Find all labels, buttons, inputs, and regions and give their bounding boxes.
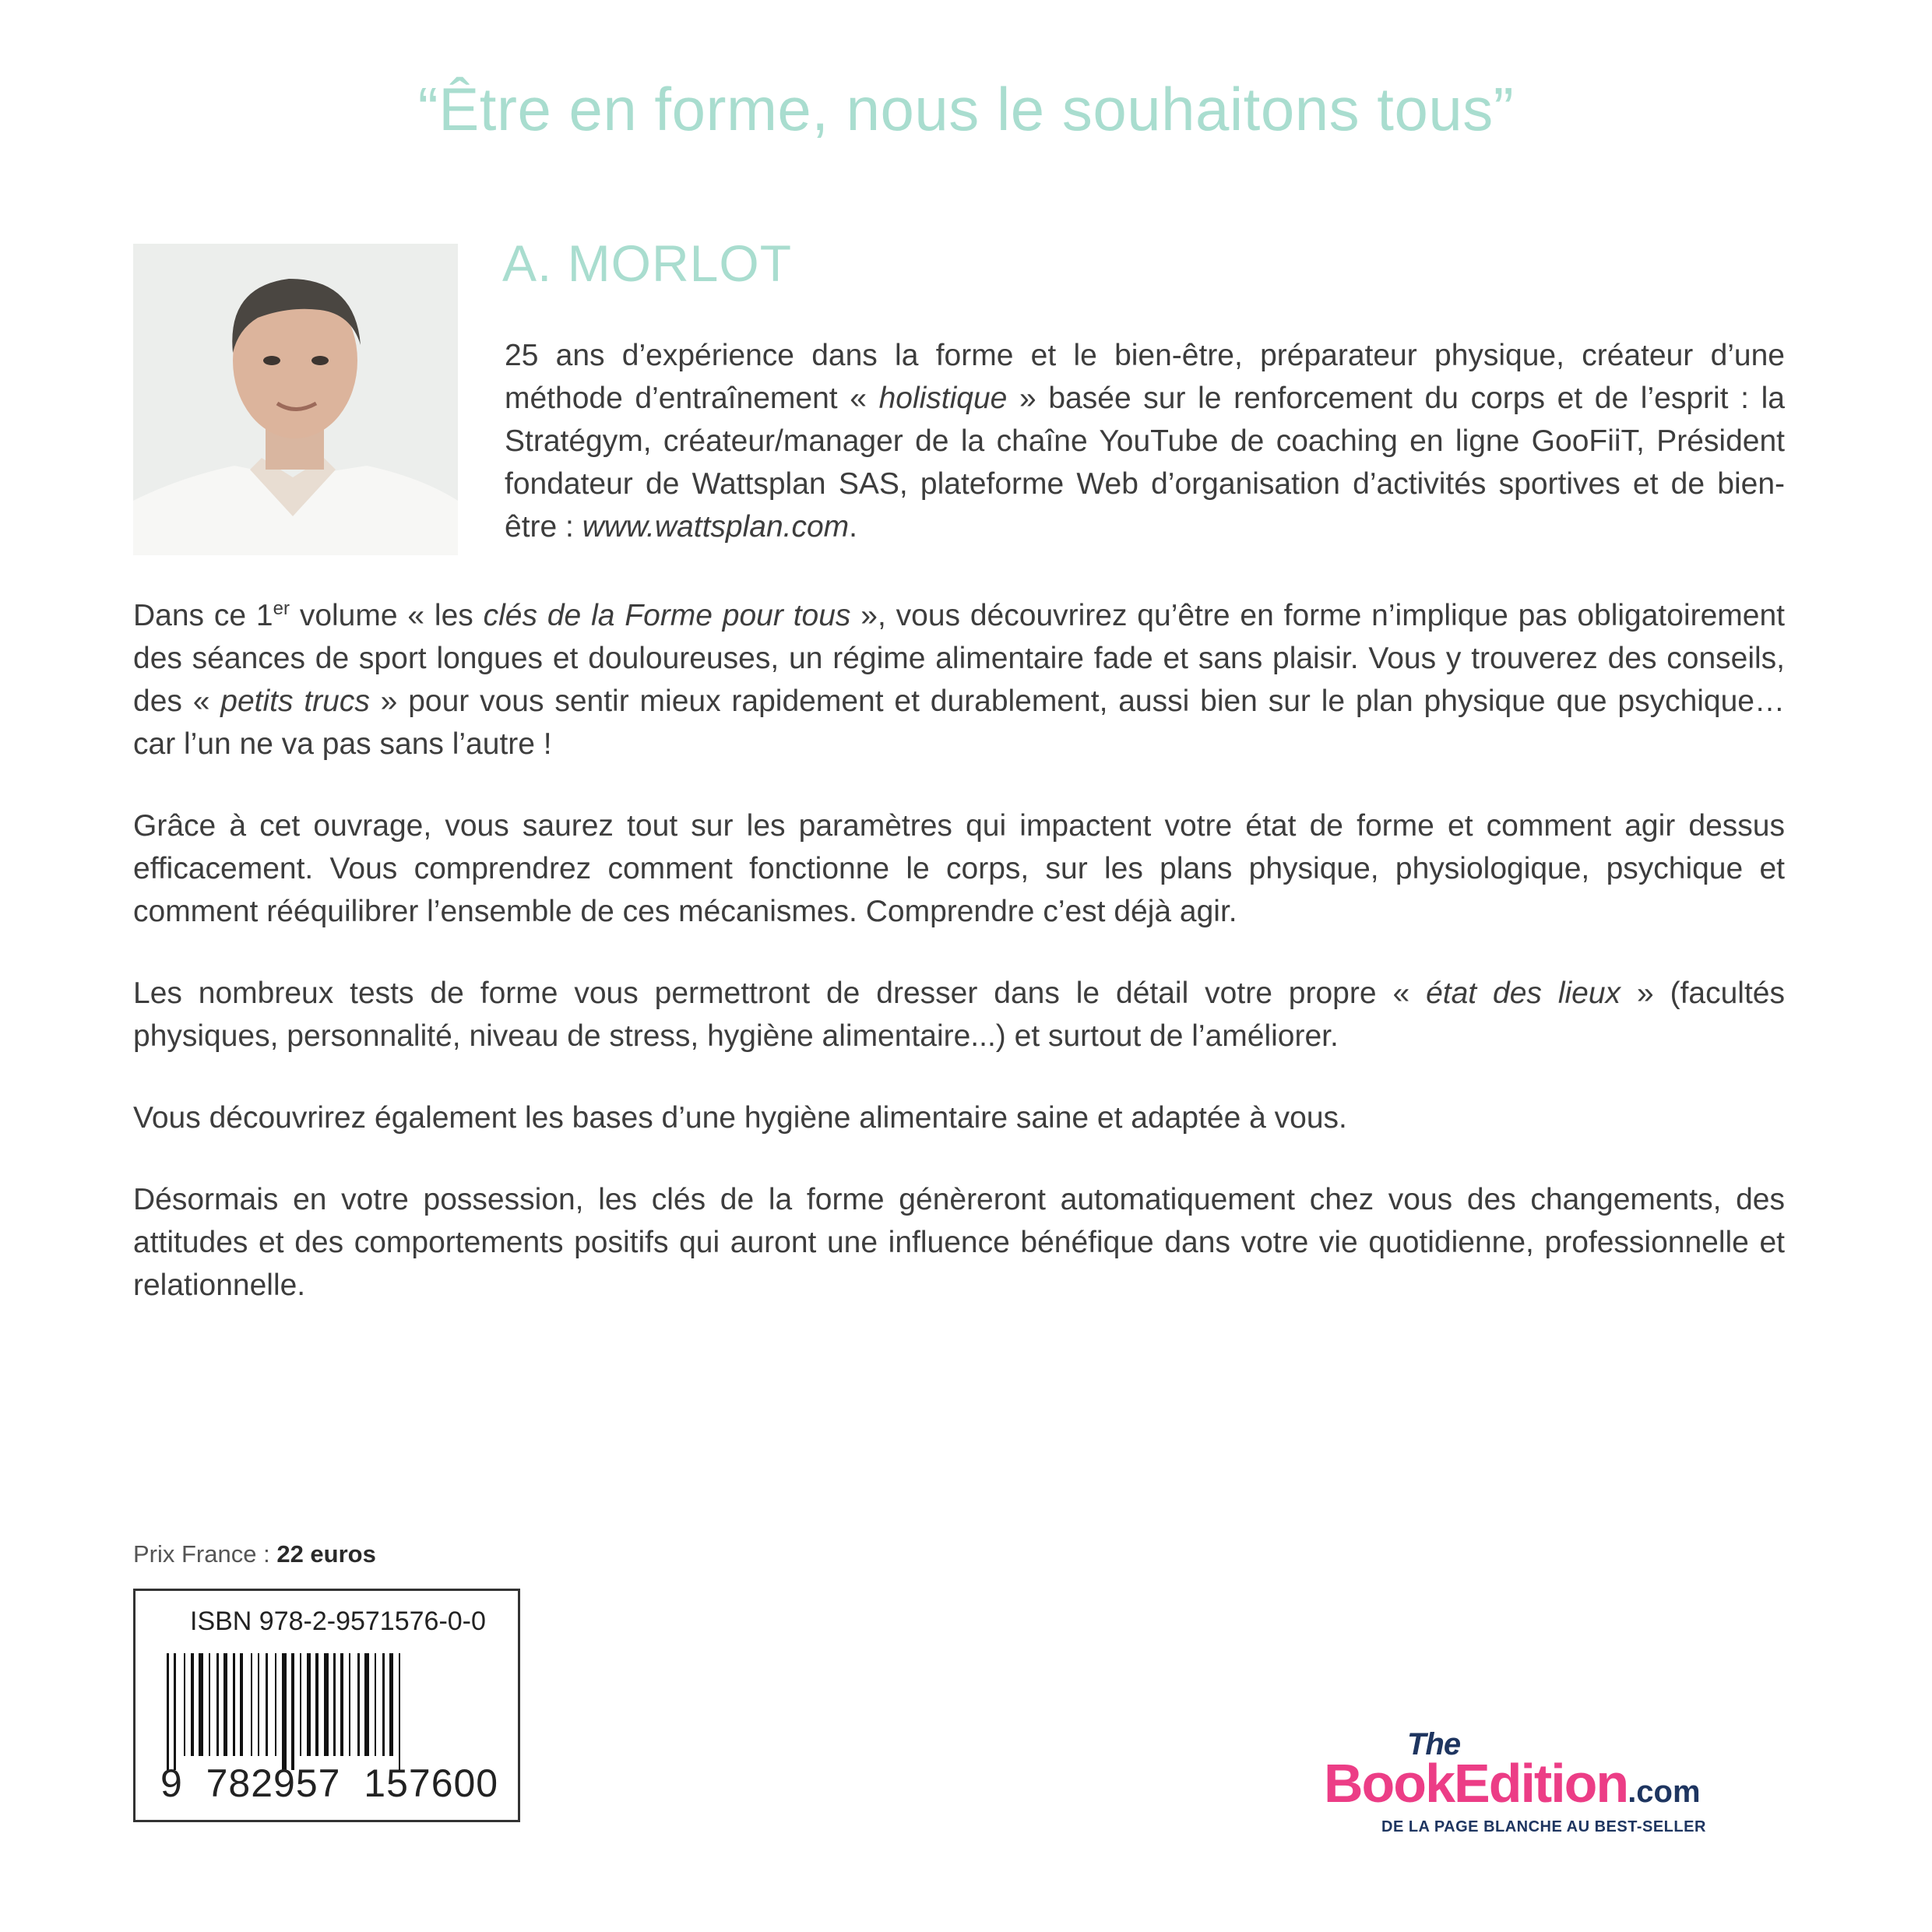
description-paragraph <box>133 972 1785 1057</box>
author-bio <box>505 334 1785 548</box>
barcode-bar <box>223 1653 227 1756</box>
description-paragraph <box>133 1096 1785 1139</box>
barcode-bar <box>233 1653 235 1756</box>
barcode-bar <box>167 1653 169 1770</box>
superscript-text: er <box>273 598 290 619</box>
text-run: Vous découvrirez également les bases d’une hygiène alimentaire saine et adaptée à vous. <box>133 1101 1347 1135</box>
isbn-barcode-box <box>133 1589 520 1822</box>
text-run: », vous découvrirez qu’être en forme n’implique pas obligatoirement des séances de sport longues et douloureuses, un régime alimentaire fade et sans plaisir. Vous y trouverez des conseils, des « <box>133 599 1785 718</box>
barcode-bar <box>300 1653 301 1756</box>
barcode-bar <box>282 1653 287 1770</box>
publisher-logo-domain: .com <box>1628 1775 1701 1809</box>
description-paragraph <box>133 1178 1785 1307</box>
barcode-bar <box>382 1653 385 1756</box>
text-run: » pour vous sentir mieux rapidement et durablement, aussi bien sur le plan physique que psychique… car l’un ne va pas sans l’autre ! <box>133 684 1785 761</box>
barcode-icon <box>167 1653 487 1770</box>
text-run: » basée sur le renforcement du corps et de l’esprit : la Stratégym, créateur/manager de la chaîne YouTube de coaching en ligne GooFiiT, Président fondateur de Wattsplan SAS, plateforme Web d’organisation d’activités sportives et de bien-être : <box>505 382 1785 544</box>
price <box>133 1540 376 1568</box>
barcode-bar <box>340 1653 343 1756</box>
barcode-bar <box>199 1653 203 1756</box>
text-run: 25 ans d’expérience dans la forme et le bien-être, préparateur physique, créateur d’une méthode d’entraînement « <box>505 339 1785 415</box>
barcode-bar <box>399 1653 400 1770</box>
description-paragraph <box>133 804 1785 933</box>
text-run: Dans ce 1 <box>133 599 273 632</box>
text-run: » (facultés physiques, personnalité, niveau de stress, hygiène alimentaire...) et surtout de l’améliorer. <box>133 977 1785 1053</box>
barcode-bar <box>191 1653 194 1756</box>
cover-tagline: “Être en forme, nous le souhaitons tous” <box>417 75 1515 143</box>
barcode-bar <box>333 1653 336 1756</box>
barcode-bar <box>364 1653 369 1756</box>
barcode-bar <box>240 1653 243 1756</box>
publisher-logo-wordmark <box>1324 1752 1701 1814</box>
text-run: . <box>849 510 858 544</box>
price-value: 22 euros <box>276 1540 376 1568</box>
ean-right-digits: 157600 <box>364 1761 499 1805</box>
barcode-bar <box>184 1653 185 1756</box>
author-portrait-image <box>133 244 458 555</box>
barcode-bar <box>251 1653 252 1756</box>
italic-text: clés de la Forme pour tous <box>483 599 851 632</box>
isbn-label: ISBN 978-2-9571576-0-0 <box>190 1606 486 1636</box>
ean-first-digit: 9 <box>160 1761 183 1805</box>
barcode-bar <box>307 1653 311 1756</box>
italic-text: état des lieux <box>1426 977 1621 1010</box>
barcode-bar <box>275 1653 276 1756</box>
publisher-logo <box>1324 1727 1791 1836</box>
barcode-bar <box>266 1653 268 1756</box>
author-photo <box>133 244 458 555</box>
barcode-bar <box>375 1653 376 1756</box>
publisher-logo-the: The <box>1407 1727 1461 1761</box>
barcode-bar <box>389 1653 393 1756</box>
barcode-bar <box>216 1653 219 1756</box>
text-run: Les nombreux tests de forme vous permettront de dresser dans le détail votre propre « <box>133 977 1427 1010</box>
ean-left-digits: 782957 <box>206 1761 341 1805</box>
text-run: Grâce à cet ouvrage, vous saurez tout sur les paramètres qui impactent votre état de forme et comment agir dessus efficacement. Vous comprendrez comment fonctionne le corps, sur les plans physique, physiologique, psychique et comment rééquilibrer l’ensemble de ces mécanismes. Comprendre c’est déjà agir. <box>133 809 1785 928</box>
ean-digits <box>160 1761 498 1806</box>
italic-text: www.wattsplan.com <box>582 510 850 544</box>
italic-text: petits trucs <box>220 684 370 718</box>
barcode-bar <box>315 1653 318 1756</box>
author-name: A. MORLOT <box>502 234 793 292</box>
barcode-bar <box>209 1653 210 1756</box>
italic-text: holistique <box>878 382 1008 415</box>
publisher-tagline: DE LA PAGE BLANCHE AU BEST-SELLER <box>1381 1818 1706 1835</box>
text-run: volume « les <box>289 599 484 632</box>
barcode-bar <box>357 1653 360 1756</box>
text-run: Désormais en votre possession, les clés de la forme génèreront automatiquement chez vous des changements, des attitudes et des comportements positifs qui auront une influence bénéfique dans votre vie quotidienne, professionnelle et relationnelle. <box>133 1183 1785 1302</box>
price-label: Prix France : <box>133 1540 277 1568</box>
back-cover-description <box>133 587 1785 1346</box>
barcode-bar <box>291 1653 294 1770</box>
barcode-bar <box>349 1653 350 1756</box>
description-paragraph <box>133 587 1785 765</box>
publisher-logo-name: BookEdition <box>1324 1753 1628 1814</box>
barcode-bar <box>324 1653 329 1756</box>
barcode-bar <box>258 1653 259 1756</box>
barcode-bar <box>174 1653 176 1770</box>
